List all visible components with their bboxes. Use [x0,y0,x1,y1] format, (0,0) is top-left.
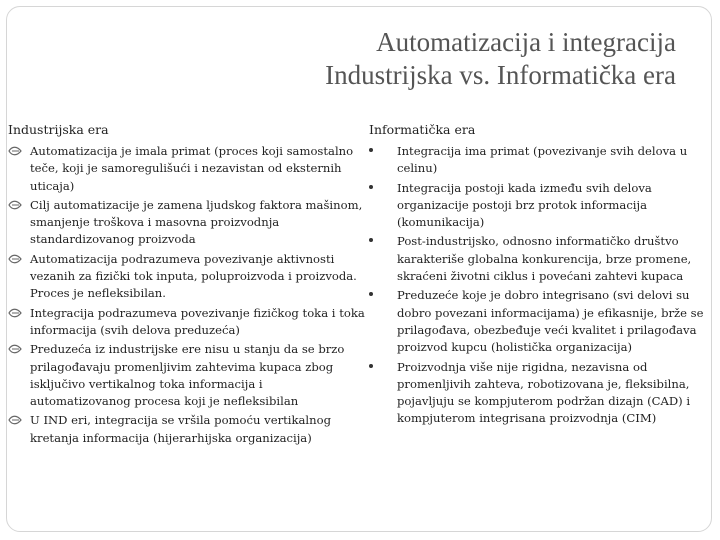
title-line-2: Industrijska vs. Informatička era [325,60,676,90]
list-item-text: Automatizacija je imala primat (proces koji samostalno teče, koji je samoregulišući i nezavistan od eksternih uticaja) [30,144,354,193]
list-item [8,412,366,447]
title-line-1: Automatizacija i integracija [376,27,676,57]
list-item [369,287,714,356]
list-item-text: Integracija postoji kada između svih delova organizacije postoji brz protok informacija (komunikacija) [397,180,652,230]
list-item-text: Proizvodnja više nije rigidna, nezavisna od promenljivih zahteva, robotizovana je, fleksibilna, pojavljuju se kompjuterom podržan dizajn (CAD) i kompjuterom integrisana proizvodnja (CIM) [397,359,691,426]
dot-bullet-icon [369,185,373,189]
list-item-text: Integracija ima primat (povezivanje svih delova u celinu) [397,144,688,176]
dot-bullet-icon [369,292,373,296]
list-item [8,143,366,195]
list-item [8,305,366,340]
list-item-text: Preduzeće koje je dobro integrisano (svi delovi su dobro povezani informacijama) je efikasnije, brže se prilagođava, obezbeđuje veći kvalitet i prilagođava proizvod kupcu (holistička organizacija) [397,288,704,355]
list-item [8,341,366,410]
list-item-text: Preduzeća iz industrijske ere nisu u stanju da se brzo prilagođavaju promenljivim zahtevima kupaca zbog isključivo vertikalnog toka informacija i automatizovanog procesa koji je nefleksibilan [30,342,345,409]
dot-bullet-icon [369,238,373,242]
list-item-text: Integracija podrazumeva povezivanje fizičkog toka i toka informacija (svih delova preduzeća) [30,305,365,337]
list-item [369,233,714,285]
fancy-leaf-bullet-icon [8,200,22,210]
fancy-leaf-bullet-icon [8,415,22,425]
industrial-era-column [8,121,366,449]
fancy-leaf-bullet-icon [8,146,22,156]
fancy-leaf-bullet-icon [8,308,22,318]
industrial-era-heading: Industrijska era [8,122,109,137]
list-item [369,143,714,178]
fancy-leaf-bullet-icon [8,344,22,354]
list-item-text: Post-industrijsko, odnosno informatičko društvo karakteriše globalna konkurencija, brze promene, skraćeni životni ciklus i povećani zahtevi kupaca [397,234,692,284]
dot-bullet-icon [369,364,373,368]
list-item-text: Automatizacija podrazumeva povezivanje aktivnosti vezanih za fizički tok inputa, poluproizvoda i proizvoda. Proces je nefleksibilan. [30,251,357,301]
industrial-era-list [8,143,366,447]
information-era-list [369,143,714,428]
slide-title [325,26,676,92]
list-item [369,180,714,232]
list-item-text: U IND eri, integracija se vršila pomoću vertikalnog kretanja informacija (hijerarhijska organizacija) [30,413,332,445]
information-era-column [369,121,714,430]
fancy-leaf-bullet-icon [8,254,22,264]
information-era-heading: Informatička era [369,122,476,137]
list-item [8,197,366,249]
list-item-text: Cilj automatizacije je zamena ljudskog faktora mašinom, smanjenje troškova i masovna proizvodnja standardizovanog proizvoda [30,197,363,247]
list-item [8,251,366,303]
dot-bullet-icon [369,148,373,152]
list-item [369,359,714,428]
